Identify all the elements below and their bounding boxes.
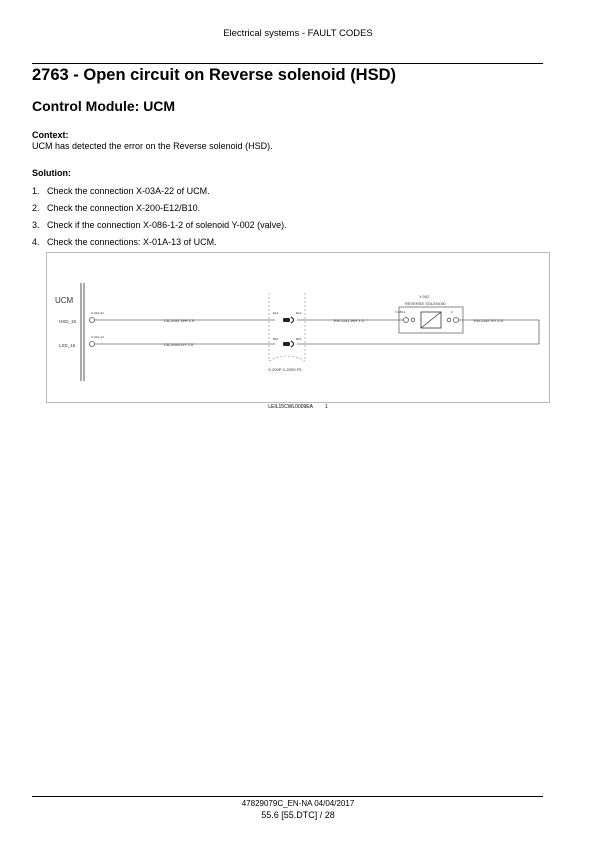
valve-pin-label: 2 <box>451 310 453 314</box>
step-text: Check the connections: X-01A-13 of UCM. <box>47 237 217 247</box>
figure-number: 1 <box>324 404 328 410</box>
female-socket-icon <box>291 317 294 323</box>
terminal-icon <box>411 318 415 322</box>
terminal-icon <box>90 342 95 347</box>
solution-step: 2. Check the connection X-200-E12/B10. <box>32 203 287 220</box>
valve-id-label: Y-002 <box>419 294 430 299</box>
pin-e12-label: E12 <box>296 311 302 315</box>
module-label: UCM <box>55 296 74 305</box>
step-text: Check the connection X-200-E12/B10. <box>47 203 201 213</box>
valve-name-label: REVERSE SOLENOID <box>405 301 446 306</box>
pin-connector-label: X-01A-13 <box>91 335 104 339</box>
male-pin-icon <box>283 342 290 346</box>
pin-b10-label: B10 <box>273 337 279 341</box>
figure-reference <box>0 404 596 410</box>
wiring-diagram <box>46 252 550 403</box>
footer-document-id: 47829079C_EN-NA 04/04/2017 <box>241 799 355 808</box>
male-pin-icon <box>283 318 290 322</box>
footer-page-number: 55.6 [55.DTC] / 28 <box>261 810 335 820</box>
control-module-heading: Control Module: UCM <box>32 98 176 114</box>
solution-label: Solution: <box>32 168 71 178</box>
connector-pair-label: X-200P X-200S F5 <box>268 367 302 372</box>
connector-boundary <box>269 356 305 361</box>
wire-label: EN-1131 WH 1.0 <box>334 318 364 323</box>
figure-id: LEIL15CWL0009EA <box>268 404 313 410</box>
terminal-icon <box>447 318 451 322</box>
terminal-icon <box>90 318 95 323</box>
pin-b10-label: B10 <box>296 337 302 341</box>
solution-step: 3. Check if the connection X-086-1-2 of solenoid Y-002 (valve). <box>32 220 287 237</box>
wire-label: EN-1132 GY 1.0 <box>474 318 503 323</box>
female-socket-icon <box>291 341 294 347</box>
context-text: UCM has detected the error on the Reverse solenoid (HSD). <box>32 141 273 151</box>
footer-rule <box>32 796 543 797</box>
pin-e12-label: E12 <box>273 311 279 315</box>
step-text: Check the connection X-03A-22 of UCM. <box>47 186 210 196</box>
terminal-icon <box>454 318 459 323</box>
valve-connector-label: X-086-1 <box>395 310 406 314</box>
running-header: Electrical systems - FAULT CODES <box>223 28 373 39</box>
pin-connector-label: X-03A-22 <box>91 311 104 315</box>
wire-label: CA-2041 WH 1.0 <box>164 318 195 323</box>
wire-label: CA-2044 GY 1.0 <box>164 342 194 347</box>
solution-step: 1. Check the connection X-03A-22 of UCM. <box>32 186 287 203</box>
context-label: Context: <box>32 130 69 140</box>
header-rule <box>32 63 543 64</box>
pin-label-hsd: HSD_15 <box>59 319 77 324</box>
step-text: Check if the connection X-086-1-2 of solenoid Y-002 (valve). <box>47 220 287 230</box>
pin-label-lsd: LSD_16 <box>59 343 76 348</box>
page-title: 2763 - Open circuit on Reverse solenoid (HSD) <box>32 66 397 84</box>
solution-step: 4. Check the connections: X-01A-13 of UCM. <box>32 237 287 254</box>
terminal-icon <box>404 318 409 323</box>
solution-steps <box>32 186 287 254</box>
